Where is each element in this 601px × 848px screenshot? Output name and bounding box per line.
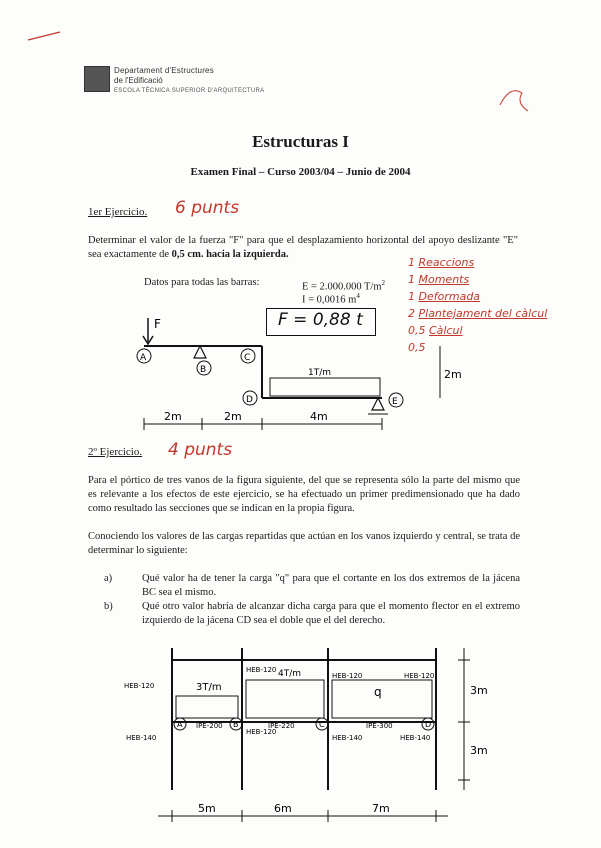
height-dim: 2m: [444, 368, 462, 381]
exercise1-diagram: [120, 312, 480, 440]
node-a: A: [140, 353, 147, 363]
span-dim-2: 2m: [224, 410, 242, 423]
col-top-right2: HEB-120: [404, 672, 435, 680]
exercise1-points-note: 6 punts: [175, 198, 240, 218]
data-label: Datos para todas las barras:: [144, 277, 260, 288]
item-a-marker: a): [104, 573, 113, 584]
grading-item: 1 Moments: [408, 273, 470, 286]
exercise2-diagram: [118, 630, 498, 842]
grading-item: 1 Deformada: [408, 290, 481, 303]
col-top-mid: HEB-120: [246, 666, 277, 674]
pen-marks: [0, 0, 601, 120]
exercise1-heading: 1er Ejercicio.: [88, 206, 148, 218]
span-dim-7m: 7m: [372, 802, 390, 815]
exercise2-para1: Para el pórtico de tres vanos de la figura siguiente, del que se representa sólo la parte del mismo que es relevante a los efectos de este ejercicio, se ha efectuado un primer predimensionado que ha dado como resultado las secciones que se indican en la propia figura.: [88, 475, 520, 514]
e-value: E = 2.000.000 $T/m^2$: [302, 279, 386, 293]
item-a-text: Qué valor ha de tener la carga "q" para que el cortante en los dos extremos de la jácena BC sea el mismo.: [142, 573, 520, 598]
grading-item: 0,5 Càlcul: [408, 324, 463, 337]
force-label: F: [154, 317, 161, 331]
col-bot-right1: HEB-140: [332, 734, 363, 742]
col-top-right1: HEB-120: [332, 672, 363, 680]
node-b: B: [200, 365, 207, 375]
beam-ab: IPE-200: [196, 722, 223, 730]
col-top-left: HEB-120: [124, 682, 155, 690]
statement-text: Determinar el valor de la fuerza "F" para que el desplazamiento horizontal del apoyo deslizante "E" sea exactamente de: [88, 235, 518, 260]
node-c: C: [244, 353, 251, 363]
statement-bold: 0,5 cm. hacia la izquierda.: [171, 249, 289, 260]
i-value: I = 0,0016 $m^4$: [302, 292, 360, 306]
beam-cd: IPE-300: [366, 722, 393, 730]
exercise2-points-note: 4 punts: [168, 440, 233, 460]
answer-text: F = 0,88 t: [278, 310, 363, 330]
logo-line-1: Departament d'Estructures: [114, 66, 214, 75]
node-b2: B: [233, 720, 239, 729]
span-dim-1: 2m: [164, 410, 182, 423]
node-a2: A: [177, 720, 183, 729]
grading-item: 0,5: [408, 341, 426, 354]
beam-bc: IPE-220: [268, 722, 295, 730]
node-d: D: [246, 395, 253, 405]
load-right: q: [374, 685, 382, 699]
height-bot: 3m: [470, 744, 488, 757]
exercise2-para2: Conociendo los valores de las cargas repartidas que actúan en los vanos izquierdo y central, se trata de determinar lo siguiente:: [88, 531, 520, 556]
grading-item: 1 Reaccions: [408, 256, 475, 269]
span-dim-3: 4m: [310, 410, 328, 423]
load-mid: 4T/m: [278, 669, 302, 679]
node-c2: C: [319, 720, 325, 729]
span-dim-5m: 5m: [198, 802, 216, 815]
load-left: 3T/m: [196, 682, 222, 693]
exercise2-heading: 2º Ejercicio.: [88, 446, 143, 458]
col-bot-left: HEB-140: [126, 734, 157, 742]
col-bot-right2: HEB-140: [400, 734, 431, 742]
item-b-text: Qué otro valor habría de alcanzar dicha carga para que el momento flector en el extremo izquierdo de la jácena CD sea el doble que el del derecho.: [142, 601, 520, 626]
node-d2: D: [425, 720, 432, 729]
logo-line-3: ESCOLA TÈCNICA SUPERIOR D'ARQUITECTURA: [114, 88, 265, 94]
height-top: 3m: [470, 684, 488, 697]
span-dim-6m: 6m: [274, 802, 292, 815]
page-title: Estructuras I: [252, 132, 349, 151]
item-b-marker: b): [104, 601, 113, 612]
grading-item: 2 Plantejament del càlcul: [408, 307, 548, 320]
col-bot-mid: HEB-120: [246, 728, 277, 736]
exam-subtitle: Examen Final – Curso 2003/04 – Junio de 2004: [190, 166, 411, 178]
logo-line-2: de l'Edificació: [114, 76, 163, 85]
node-e: E: [392, 397, 398, 407]
load-label: 1T/m: [308, 368, 332, 378]
